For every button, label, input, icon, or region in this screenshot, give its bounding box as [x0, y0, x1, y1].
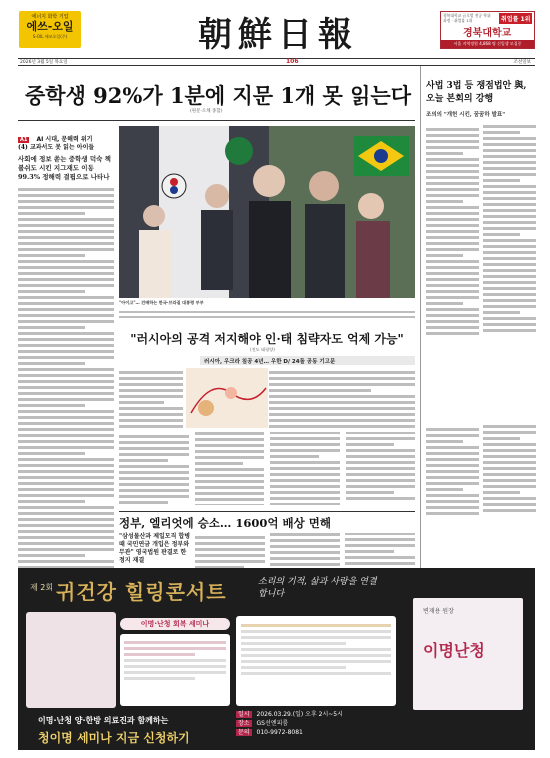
- dateline: [18, 58, 535, 66]
- photo-caption-lead: "아이고"… 건배하는 한국·브라질 대통령 부부: [119, 300, 204, 305]
- left-column: [18, 142, 114, 602]
- phone-label: 문의: [238, 729, 250, 736]
- ad-knu-sub: 서울 지역정원 4,868 명 신입생 모집중: [441, 40, 534, 48]
- concert-ad-label: 제 2회: [30, 583, 54, 592]
- schedule-label-2: 장소: [238, 720, 250, 727]
- ad-soil-sub: S-OIL 에쓰오일(주): [32, 34, 68, 39]
- map-illustration: [186, 368, 268, 428]
- ad-knu[interactable]: [440, 11, 535, 49]
- concert-ad-program: [236, 616, 396, 706]
- bottom-quote: "삼성물산과 제일모직 합병 때 국민연금 개입은 정부와 무관" 영국법원 판결로 한정지 재결: [119, 533, 191, 564]
- book-title: 이명난청: [423, 641, 485, 660]
- quote-illustration: [186, 368, 268, 428]
- series-tag: [18, 126, 113, 143]
- left-subhead: (4) 교과서도 못 읽는 아이들: [18, 144, 95, 151]
- dateline-right: 조선일보: [513, 60, 531, 65]
- concert-ad[interactable]: [18, 568, 535, 750]
- concert-ad-badge: 이명·난청 회복 세미나: [120, 618, 230, 630]
- series-tag-badge: A1: [20, 137, 28, 143]
- main-headline-byline: (원문·오채 종합): [190, 109, 223, 114]
- quote-byline: (전도 태평양): [250, 347, 275, 352]
- concert-ad-book: [413, 598, 523, 710]
- right-headline: 사법 3법 등 쟁점법안 與, 오늘 본회의 강행: [426, 81, 527, 104]
- ad-knu-top: 경북대학교 글로벌 전공 학위 과정 · 취업률 1위: [443, 13, 491, 23]
- schedule-value-1: 2026.03.29.(일) 오후 2시~5시: [256, 711, 343, 718]
- schedule-label-1: 일시: [238, 711, 250, 718]
- photo-caption: [119, 300, 415, 306]
- right-body: [426, 125, 536, 337]
- concert-ad-panel: [26, 612, 116, 708]
- concert-ad-cta-lead: 이명·난청 양·한방 의료진과 함께하는: [38, 716, 169, 725]
- right-byline: 조의의 "개헌 시킨, 꿈꿈하 발표": [426, 112, 506, 118]
- ad-soil-top: 에너지 화학 기업: [31, 14, 69, 20]
- left-lead: 사회에 정보 쏟는 중학생 덕숙 책 볼쉬도 시킨 지그재도 이동 99.3% 정해력 결핍으로 나타나: [18, 155, 111, 181]
- series-tag-label: AI 시대, 문해력 위기: [36, 136, 93, 143]
- masthead-title: 朝鮮日報: [198, 15, 358, 55]
- main-photo-image: [119, 126, 415, 298]
- dateline-left: 2026년 3월 5일 목요일: [20, 60, 68, 65]
- concert-ad-tagline: 소리의 기적, 삶과 사랑을 연결합니다: [258, 577, 377, 599]
- concert-ad-title: 귀건강 힐링콘서트: [56, 580, 227, 604]
- bottom-headline: 정부, 엘리엇에 승소… 1600억 배상 면해: [119, 516, 331, 530]
- quote-body: [119, 368, 415, 508]
- quote-headline: "러시아의 공격 저지해야 인·태 침략자도 억제 가능": [130, 332, 404, 346]
- ad-soil-brand: 에쓰-오일: [26, 20, 74, 33]
- dateline-number: 106: [286, 58, 299, 65]
- main-headline: 중학생 92%가 1분에 지문 1개 못 읽는다: [25, 83, 411, 108]
- ad-soil[interactable]: [19, 11, 81, 48]
- ad-knu-name: 경북대학교: [463, 28, 512, 39]
- phone-number[interactable]: 010-9972-8081: [256, 729, 303, 736]
- quote-sub: 러시아, 우크라 침공 4년… 우한 D/ 24돌 공동 기고문: [200, 356, 415, 365]
- right-bottom-body: [426, 425, 536, 517]
- ad-knu-badge: 취업률 1위: [499, 13, 532, 24]
- book-speaker: 변재용 원장: [423, 608, 454, 615]
- schedule-value-2: GS선엔피룸: [256, 720, 289, 727]
- main-photo[interactable]: [119, 126, 415, 298]
- concert-ad-info: [120, 634, 230, 706]
- concert-ad-cta[interactable]: 청이명 세미나 지금 신청하기: [38, 731, 190, 745]
- concert-ad-schedule: [236, 710, 426, 737]
